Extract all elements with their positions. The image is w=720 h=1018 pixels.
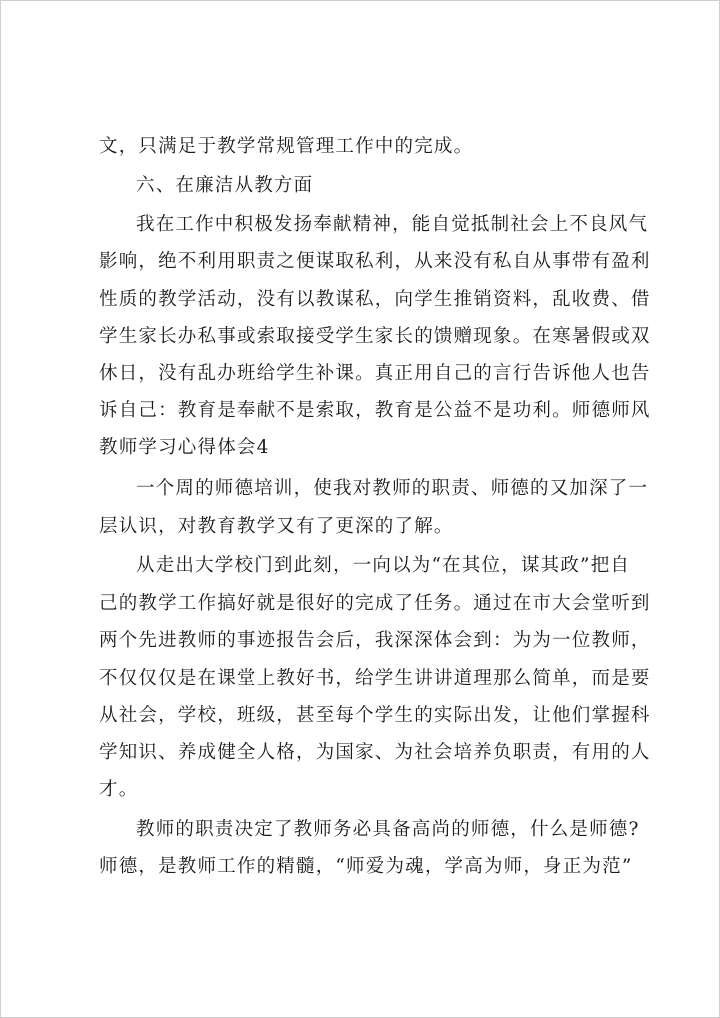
text-line: 两个先进教师的事迹报告会后，我深深体会到：为为一位教师， <box>99 630 651 651</box>
text-line: 文，只满足于教学常规管理工作中的完成。 <box>99 136 474 157</box>
text-line: 师德，是教师工作的精髓，“师爱为魂，学高为师，身正为范” <box>99 856 633 877</box>
text-line: 诉自己：教育是奉献不是索取，教育是公益不是功利。师德师风 <box>99 400 651 421</box>
text-line: 影响，绝不利用职责之便谋取私利，从来没有私自从事带有盈利 <box>99 251 651 272</box>
text-line: 从社会，学校，班级，甚至每个学生的实际出发，让他们掌握科 <box>99 705 651 726</box>
text-line: 性质的教学活动，没有以教谋私，向学生推销资料，乱收费、借 <box>99 289 651 310</box>
text-line: 我在工作中积极发扬奉献精神，能自觉抵制社会上不良风气 <box>136 214 649 235</box>
text-line: 休日，没有乱办班给学生补课。真正用自己的言行告诉他人也告 <box>99 363 651 384</box>
text-line: 不仅仅仅是在课堂上教好书，给学生讲讲道理那么简单，而是要 <box>99 668 651 689</box>
text-line: 层认识，对教育教学又有了更深的了解。 <box>99 516 454 537</box>
text-line: 学生家长办私事或索取接受学生家长的馈赠现象。在寒暑假或双 <box>99 326 651 347</box>
article-title: 教师学习心得体会4 <box>99 437 270 458</box>
text-line: 才。 <box>99 779 139 800</box>
text-line: 学知识、养成健全人格，为国家、为社会培养负职责，有用的人 <box>99 742 651 763</box>
text-line: 教师的职责决定了教师务必具备高尚的师德，什么是师德? <box>136 819 640 840</box>
text-line: 一个周的师德培训，使我对教师的职责、师德的又加深了一 <box>136 478 649 499</box>
text-line: 从走出大学校门到此刻，一向以为“在其位，谋其政”把自 <box>136 555 631 576</box>
section-heading: 六、在廉洁从教方面 <box>136 175 314 196</box>
text-line: 己的教学工作搞好就是很好的完成了任务。通过在市大会堂听到 <box>99 593 651 614</box>
